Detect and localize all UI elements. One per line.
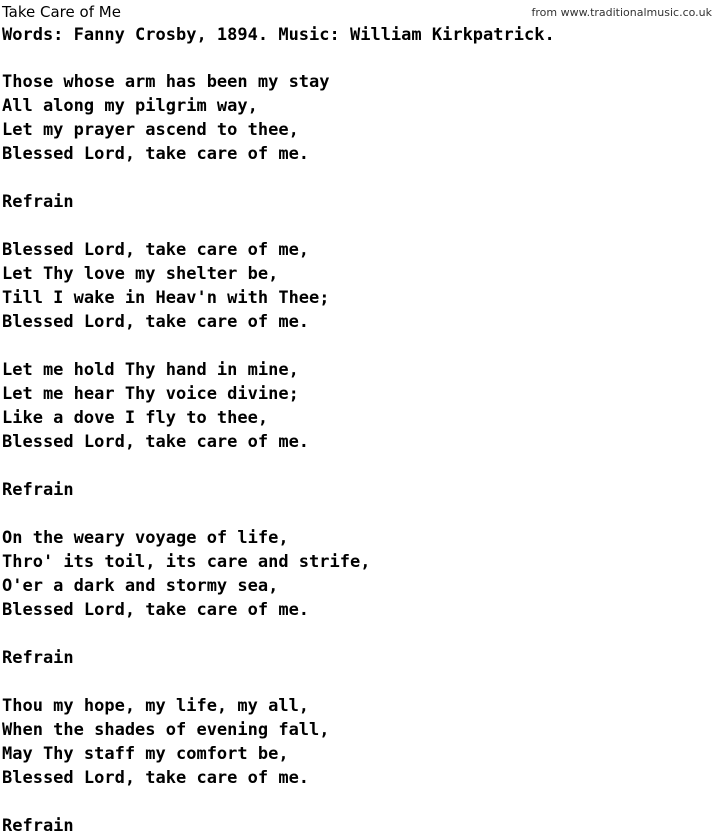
lyric-line: Thro' its toil, its care and strife, — [2, 552, 371, 572]
lyric-line: Refrain — [2, 480, 74, 500]
lyric-line: Blessed Lord, take care of me. — [2, 432, 310, 452]
lyric-line: Let Thy love my shelter be, — [2, 264, 279, 284]
lyric-line: Blessed Lord, take care of me, — [2, 240, 310, 260]
refrain-label-4 — [2, 814, 720, 838]
refrain-1 — [2, 238, 720, 334]
lyric-line: Blessed Lord, take care of me. — [2, 768, 310, 788]
refrain-label-1 — [2, 190, 720, 214]
source-attribution: from www.traditionalmusic.co.uk — [531, 6, 712, 19]
verse-3 — [2, 526, 720, 622]
lyric-line: All along my pilgrim way, — [2, 96, 258, 116]
lyric-line: Refrain — [2, 192, 74, 212]
lyric-line: Blessed Lord, take care of me. — [2, 600, 310, 620]
verse-4 — [2, 694, 720, 790]
credits-line: Words: Fanny Crosby, 1894. Music: William Kirkpatrick. — [2, 25, 555, 45]
lyric-line: Refrain — [2, 816, 74, 836]
lyric-line: Those whose arm has been my stay — [2, 72, 330, 92]
lyric-line: O'er a dark and stormy sea, — [2, 576, 279, 596]
lyric-line: Blessed Lord, take care of me. — [2, 144, 310, 164]
refrain-label-3 — [2, 646, 720, 670]
lyric-line: When the shades of evening fall, — [2, 720, 330, 740]
lyric-line: Thou my hope, my life, my all, — [2, 696, 310, 716]
hymn-lyrics-page — [0, 2, 720, 836]
lyric-line: Let my prayer ascend to thee, — [2, 120, 299, 140]
lyric-line: Refrain — [2, 648, 74, 668]
page-title: Take Care of Me — [2, 3, 121, 21]
lyric-line: May Thy staff my comfort be, — [2, 744, 289, 764]
verse-2 — [2, 358, 720, 454]
lyric-line: Let me hear Thy voice divine; — [2, 384, 299, 404]
verse-1 — [2, 70, 720, 166]
lyric-line: Let me hold Thy hand in mine, — [2, 360, 299, 380]
lyrics-body — [2, 70, 720, 838]
lyric-line: Like a dove I fly to thee, — [2, 408, 269, 428]
lyric-line: On the weary voyage of life, — [2, 528, 289, 548]
lyric-line: Blessed Lord, take care of me. — [2, 312, 310, 332]
refrain-label-2 — [2, 478, 720, 502]
lyric-line: Till I wake in Heav'n with Thee; — [2, 288, 330, 308]
